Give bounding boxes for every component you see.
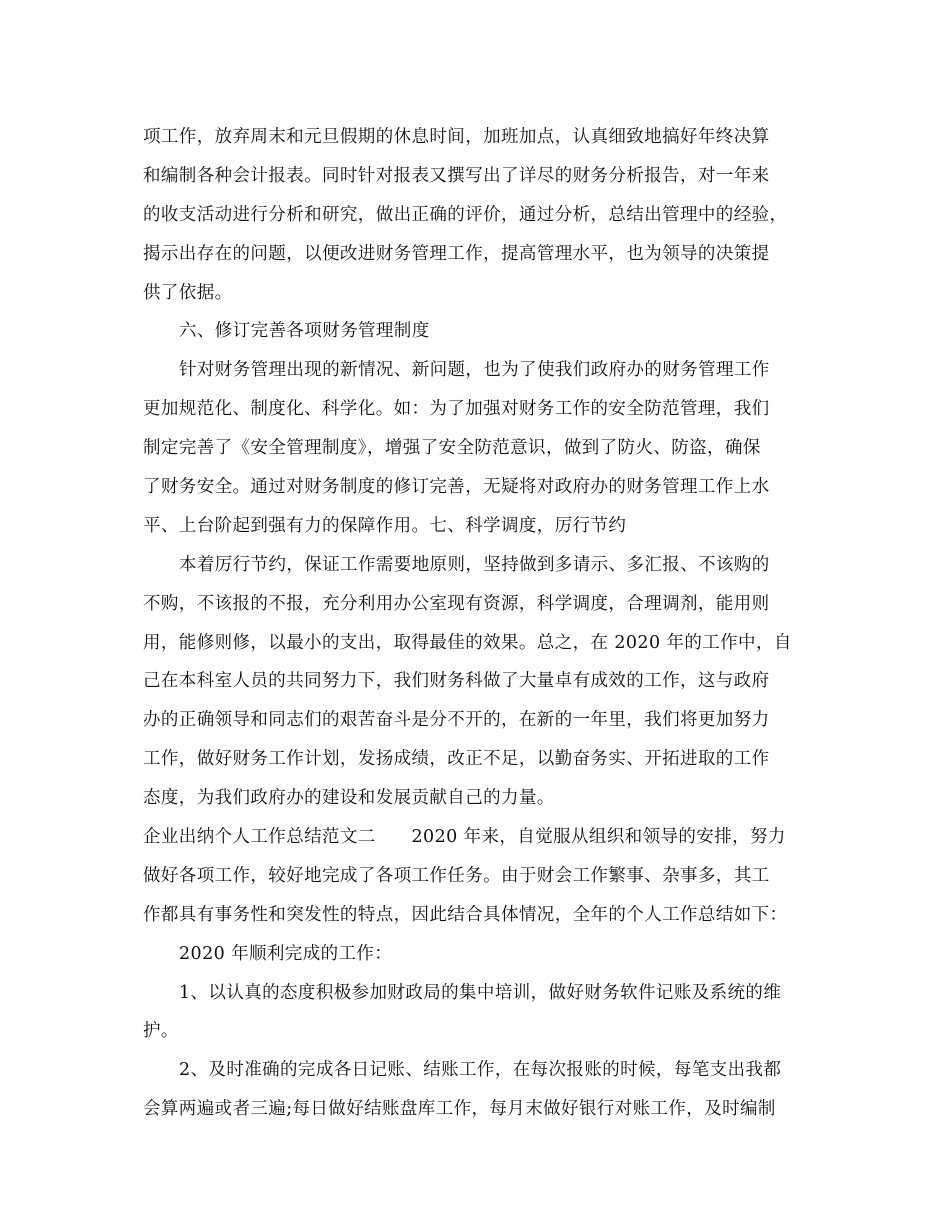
text-line: 揭示出存在的问题，以便改进财务管理工作，提高管理水平，也为领导的决策提 [143,243,770,264]
text-line: 2、及时准确的完成各日记账、结账工作，在每次报账的时候，每笔支出我都 [179,1060,782,1081]
text-line: 作都具有事务性和突发性的特点，因此结合具体情况，全年的个人工作总结如下： [143,904,788,925]
text-line: 态度，为我们政府办的建设和发展贡献自己的力量。 [143,788,555,809]
text-line: 用，能修则修，以最小的支出，取得最佳的效果。总之，在 2020 年的工作中，自 [143,632,792,653]
text-line: 项工作，放弃周末和元旦假期的休息时间，加班加点，认真细致地搞好年终决算 [143,127,770,147]
text-line: 针对财务管理出现的新情况、新问题，也为了使我们政府办的财务管理工作 [179,360,770,381]
section-heading: 六、修订完善各项财务管理制度 [179,321,430,342]
text-line: 2020 年顺利完成的工作： [179,943,393,964]
text-line: 办的正确领导和同志们的艰苦奋斗是分不开的，在新的一年里，我们将更加努力 [143,710,770,731]
document-body [143,118,808,1129]
text-line: 制定完善了《安全管理制度》，增强了安全防范意识，做到了防火、防盗，确保 [143,438,761,459]
text-line: 企业出纳个人工作总结范文二 2020 年来，自觉服从组织和领导的安排，努力 [143,827,786,848]
text-line: 了财务安全。通过对财务制度的修订完善，无疑将对政府办的财务管理工作上水 [143,477,770,498]
text-line: 工作，做好财务工作计划，发扬成绩，改正不足，以勤奋务实、开拓进取的工作 [143,749,770,770]
text-line: 不购，不该报的不报，充分利用办公室现有资源，科学调度，合理调剂，能用则 [143,593,770,614]
text-line: 本着厉行节约，保证工作需要地原则，坚持做到多请示、多汇报、不该购的 [179,554,770,575]
text-line: 1、以认真的态度积极参加财政局的集中培训，做好财务软件记账及系统的维 [179,982,782,1003]
text-line: 的收支活动进行分析和研究，做出正确的评价，通过分析，总结出管理中的经验， [143,204,788,225]
text-line: 和编制各种会计报表。同时针对报表又撰写出了详尽的财务分析报告，对一年来 [143,165,770,186]
text-line: 己在本科室人员的共同努力下，我们财务科做了大量卓有成效的工作，这与政府 [143,671,770,692]
text-line: 护。 [143,1021,179,1042]
text-line: 平、上台阶起到强有力的保障作用。七、科学调度，厉行节约 [143,515,627,536]
text-line: 更加规范化、制度化、科学化。如：为了加强对财务工作的安全防范管理，我们 [143,399,770,420]
text-line: 供了依据。 [143,282,233,303]
text-line: 会算两遍或者三遍;每日做好结账盘库工作，每月末做好银行对账工作，及时编制 [143,1099,776,1120]
text-line: 做好各项工作，较好地完成了各项工作任务。由于财会工作繁事、杂事多，其工 [143,865,770,886]
